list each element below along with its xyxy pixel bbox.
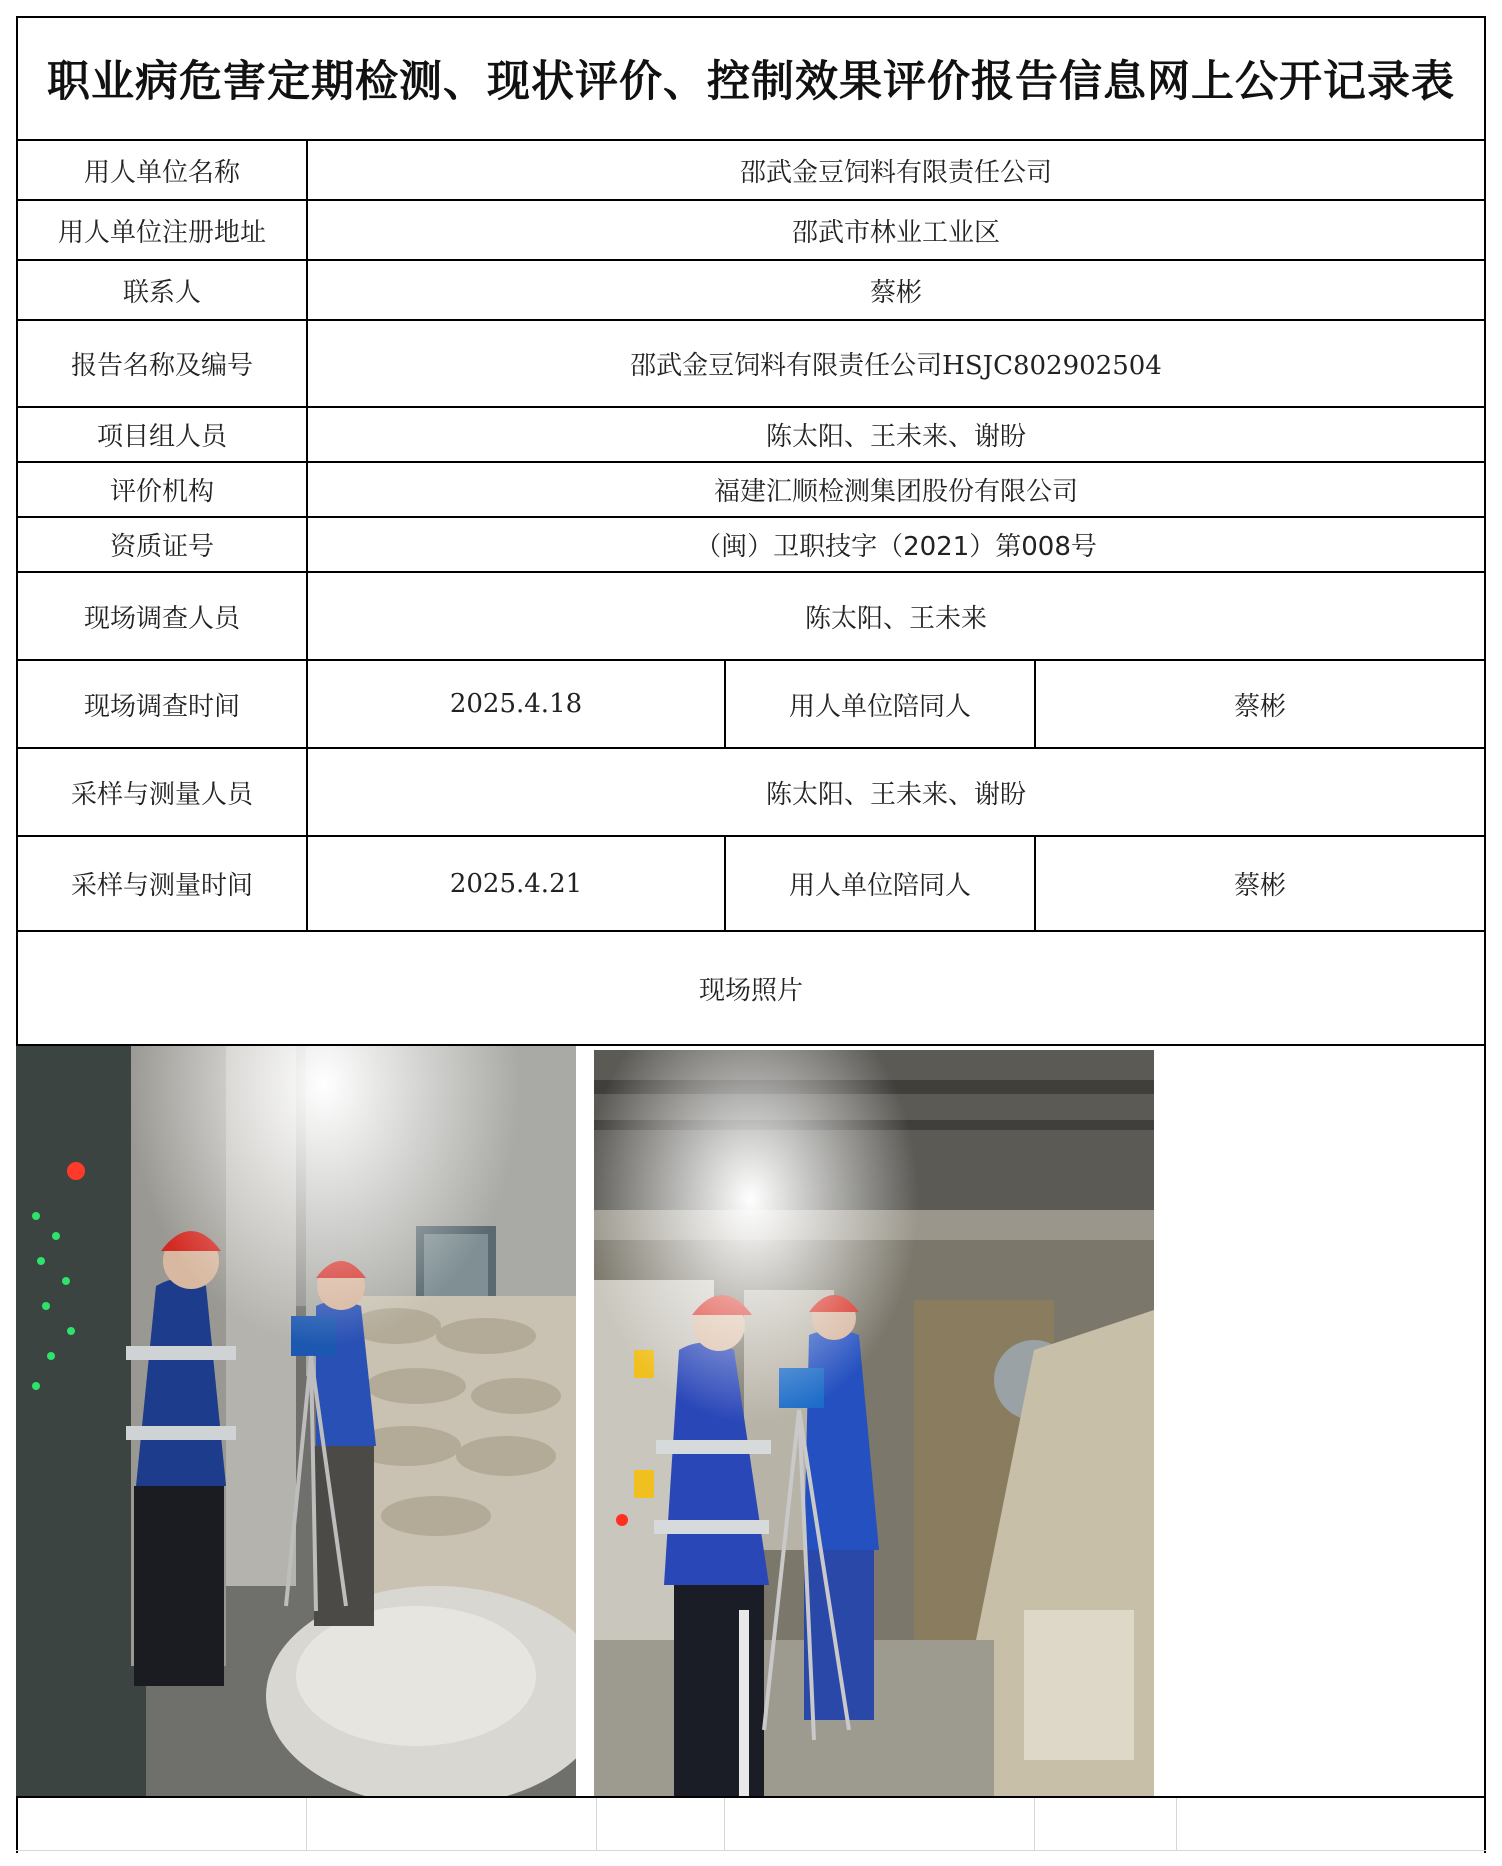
report-label: 报告名称及编号 — [70, 351, 253, 381]
faint-divider — [596, 1798, 597, 1850]
faint-divider — [1176, 1798, 1177, 1850]
employer-address-label: 用人单位注册地址 — [57, 217, 266, 248]
border-right — [1484, 16, 1486, 1853]
certificate-value: （闽）卫职技字（2021）第008号 — [695, 532, 1097, 562]
sampling-time-value: 2025.4.21 — [449, 868, 583, 899]
sampling-staff-value: 陈太阳、王未来、谢盼 — [765, 779, 1026, 810]
survey-staff-label: 现场调查人员 — [83, 603, 240, 634]
survey-staff-value: 陈太阳、王未来 — [804, 603, 987, 634]
faint-divider — [306, 1798, 307, 1850]
survey-time-label: 现场调查时间 — [83, 691, 240, 722]
project-team-value: 陈太阳、王未来、谢盼 — [765, 422, 1026, 452]
sampling-companion-label: 用人单位陪同人 — [788, 871, 971, 901]
report-value: 邵武金豆饲料有限责任公司HSJC802902504 — [630, 351, 1162, 381]
survey-companion-value: 蔡彬 — [1233, 691, 1286, 722]
sampling-time-label: 采样与测量时间 — [70, 871, 253, 901]
record-sheet — [16, 16, 1486, 1853]
faint-divider — [1034, 1798, 1035, 1850]
agency-value: 福建汇顺检测集团股份有限公司 — [713, 477, 1078, 507]
contact-value: 蔡彬 — [869, 277, 922, 308]
page-title: 职业病危害定期检测、现状评价、控制效果评价报告信息网上公开记录表 — [47, 57, 1455, 107]
faint-divider — [16, 1850, 1486, 1851]
contact-label: 联系人 — [122, 277, 201, 308]
sampling-companion-value: 蔡彬 — [1233, 871, 1286, 901]
agency-label: 评价机构 — [109, 477, 214, 507]
site-photo-1 — [16, 1046, 576, 1796]
sampling-staff-label: 采样与测量人员 — [70, 779, 253, 810]
survey-companion-label: 用人单位陪同人 — [788, 691, 971, 722]
employer-name-value: 邵武金豆饲料有限责任公司 — [739, 157, 1052, 188]
site-photo-2 — [594, 1050, 1154, 1796]
certificate-label: 资质证号 — [109, 532, 214, 562]
survey-time-value: 2025.4.18 — [449, 689, 583, 719]
photos-label: 现场照片 — [698, 975, 803, 1006]
employer-address-value: 邵武市林业工业区 — [791, 217, 1000, 248]
row-divider — [16, 1796, 1486, 1798]
faint-divider — [724, 1798, 725, 1850]
employer-name-label: 用人单位名称 — [83, 157, 240, 188]
project-team-label: 项目组人员 — [96, 422, 227, 452]
